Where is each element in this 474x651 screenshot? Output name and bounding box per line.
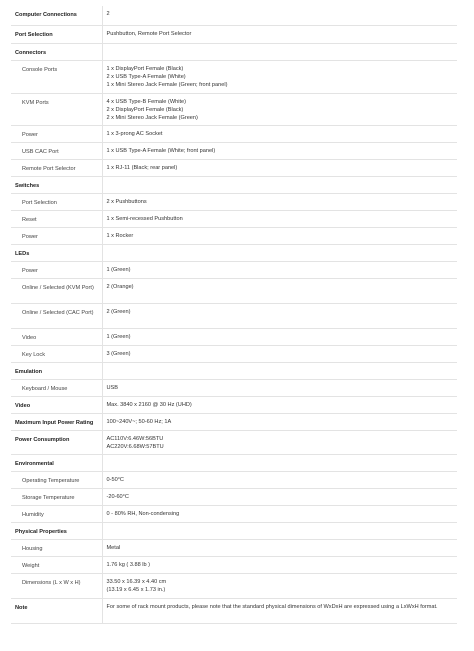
spec-row	[11, 471, 457, 488]
spec-label: Weight	[11, 556, 102, 573]
spec-row	[11, 328, 457, 345]
spec-value-line: (13.19 x 6.45 x 1.73 in.)	[106, 586, 166, 593]
spec-row	[11, 278, 457, 303]
spec-label: Video	[11, 396, 102, 413]
spec-section-row	[11, 362, 457, 379]
spec-value-line: AC220V:6.68W:57BTU	[106, 443, 164, 450]
spec-value-line: 1 x Semi-recessed Pushbutton	[106, 215, 183, 222]
spec-label: Power	[11, 227, 102, 244]
spec-value-line: 4 x USB Type-B Female (White)	[106, 98, 186, 105]
spec-section-row	[11, 430, 457, 454]
spec-label: Switches	[11, 176, 102, 193]
spec-value-line: USB	[106, 384, 119, 391]
spec-value-line: 1.76 kg ( 3.88 lb )	[106, 561, 151, 568]
spec-value-line: 2	[106, 11, 110, 17]
spec-value	[102, 244, 457, 261]
spec-label: Maximum Input Power Rating	[11, 413, 102, 430]
spec-label: Humidity	[11, 505, 102, 522]
spec-value	[102, 522, 457, 539]
spec-value-line: -20-60°C	[106, 493, 129, 500]
spec-label: Key Lock	[11, 345, 102, 362]
spec-value-line: 1 x DisplayPort Female (Black)	[106, 65, 184, 72]
spec-label: Port Selection	[11, 25, 102, 43]
spec-label: Computer Connections	[11, 6, 102, 25]
spec-label: Connectors	[11, 43, 102, 60]
spec-value	[102, 556, 457, 573]
spec-section-row	[11, 413, 457, 430]
spec-value-line: 1 (Green)	[106, 266, 131, 273]
spec-value	[102, 362, 457, 379]
spec-label: Dimensions (L x W x H)	[11, 573, 102, 598]
spec-value	[102, 261, 457, 278]
spec-value-line: 1 (Green)	[106, 333, 131, 340]
spec-value-line: 2 x Pushbuttons	[106, 198, 147, 205]
spec-value	[102, 210, 457, 227]
spec-label: Environmental	[11, 454, 102, 471]
spec-label: Housing	[11, 539, 102, 556]
spec-section-row	[11, 454, 457, 471]
spec-value-line: 33.50 x 16.39 x 4.40 cm	[106, 578, 167, 585]
spec-row	[11, 125, 457, 142]
spec-label: Reset	[11, 210, 102, 227]
spec-label: Port Selection	[11, 193, 102, 210]
spec-value	[102, 471, 457, 488]
spec-value	[102, 539, 457, 556]
spec-row	[11, 505, 457, 522]
spec-section-row	[11, 244, 457, 261]
spec-value-line: For some of rack mount products, please note that the standard physical dimensions of WxDxH are expressed using a LxWxH format.	[106, 603, 438, 610]
spec-row	[11, 556, 457, 573]
spec-value	[102, 454, 457, 471]
spec-label: Physical Properties	[11, 522, 102, 539]
spec-label: Power	[11, 261, 102, 278]
spec-row	[11, 539, 457, 556]
spec-label: Operating Temperature	[11, 471, 102, 488]
spec-value	[102, 176, 457, 193]
specifications-table	[11, 6, 457, 624]
spec-value-line: Max. 3840 x 2160 @ 30 Hz (UHD)	[106, 401, 192, 408]
spec-label: Power	[11, 125, 102, 142]
spec-row	[11, 379, 457, 396]
spec-row	[11, 261, 457, 278]
spec-row	[11, 193, 457, 210]
spec-row	[11, 227, 457, 244]
spec-value-line: 3 (Green)	[106, 350, 131, 357]
spec-value	[102, 573, 457, 598]
spec-value	[102, 60, 457, 93]
spec-label: Emulation	[11, 362, 102, 379]
spec-value-line: 2 (Orange)	[106, 283, 134, 290]
spec-value	[102, 93, 457, 125]
spec-value-line: 2 x Mini Stereo Jack Female (Green)	[106, 114, 198, 121]
spec-value-line: 2 x DisplayPort Female (Black)	[106, 106, 184, 113]
spec-value	[102, 227, 457, 244]
spec-value-line: 0 - 80% RH, Non-condensing	[106, 510, 180, 517]
spec-label: Note	[11, 598, 102, 623]
spec-value-line: 2 (Green)	[106, 308, 131, 315]
spec-row	[11, 573, 457, 598]
spec-value	[102, 396, 457, 413]
spec-value	[102, 505, 457, 522]
spec-value	[102, 598, 457, 623]
spec-section-row	[11, 522, 457, 539]
spec-label: Keyboard / Mouse	[11, 379, 102, 396]
spec-value-line: 1 x RJ-11 (Black; rear panel)	[106, 164, 178, 171]
spec-value	[102, 159, 457, 176]
spec-value-line: 100~240V~; 50-60 Hz; 1A	[106, 418, 172, 425]
spec-row	[11, 60, 457, 93]
spec-row	[11, 93, 457, 125]
spec-value-line: 1 x Mini Stereo Jack Female (Green; front panel)	[106, 81, 228, 88]
spec-row	[11, 345, 457, 362]
spec-section-row	[11, 598, 457, 623]
spec-label: Storage Temperature	[11, 488, 102, 505]
spec-value	[102, 142, 457, 159]
spec-value	[102, 193, 457, 210]
spec-label: Video	[11, 328, 102, 345]
spec-section-row	[11, 176, 457, 193]
spec-value	[102, 303, 457, 328]
spec-value	[102, 43, 457, 60]
spec-label: KVM Ports	[11, 93, 102, 125]
spec-table-body	[11, 6, 457, 623]
spec-value-line: 1 x USB Type-A Female (White; front panel)	[106, 147, 216, 154]
spec-row	[11, 159, 457, 176]
spec-label: LEDs	[11, 244, 102, 261]
spec-value	[102, 413, 457, 430]
spec-value-line: Metal	[106, 544, 121, 551]
spec-label: Power Consumption	[11, 430, 102, 454]
spec-label: Remote Port Selector	[11, 159, 102, 176]
spec-label: USB CAC Port	[11, 142, 102, 159]
spec-section-row	[11, 43, 457, 60]
spec-row	[11, 210, 457, 227]
spec-label: Online / Selected (CAC Port)	[11, 303, 102, 328]
spec-section-row	[11, 396, 457, 413]
spec-value	[102, 25, 457, 43]
spec-section-row	[11, 6, 457, 25]
spec-value-line: 2 x USB Type-A Female (White)	[106, 73, 186, 80]
spec-value	[102, 278, 457, 303]
spec-value	[102, 328, 457, 345]
spec-row	[11, 488, 457, 505]
spec-value	[102, 379, 457, 396]
spec-value-line: 0-50°C	[106, 476, 124, 483]
spec-row	[11, 142, 457, 159]
spec-value	[102, 430, 457, 454]
spec-value	[102, 125, 457, 142]
spec-label: Console Ports	[11, 60, 102, 93]
spec-value-line: AC110V:6.46W:56BTU	[106, 435, 164, 442]
spec-value-line: Pushbutton, Remote Port Selector	[106, 30, 192, 37]
spec-value	[102, 345, 457, 362]
spec-label: Online / Selected (KVM Port)	[11, 278, 102, 303]
spec-row	[11, 303, 457, 328]
spec-value	[102, 488, 457, 505]
spec-value-line: 1 x Rocker	[106, 232, 134, 239]
spec-value	[102, 6, 457, 25]
spec-section-row	[11, 25, 457, 43]
spec-value-line: 1 x 3-prong AC Socket	[106, 130, 163, 137]
